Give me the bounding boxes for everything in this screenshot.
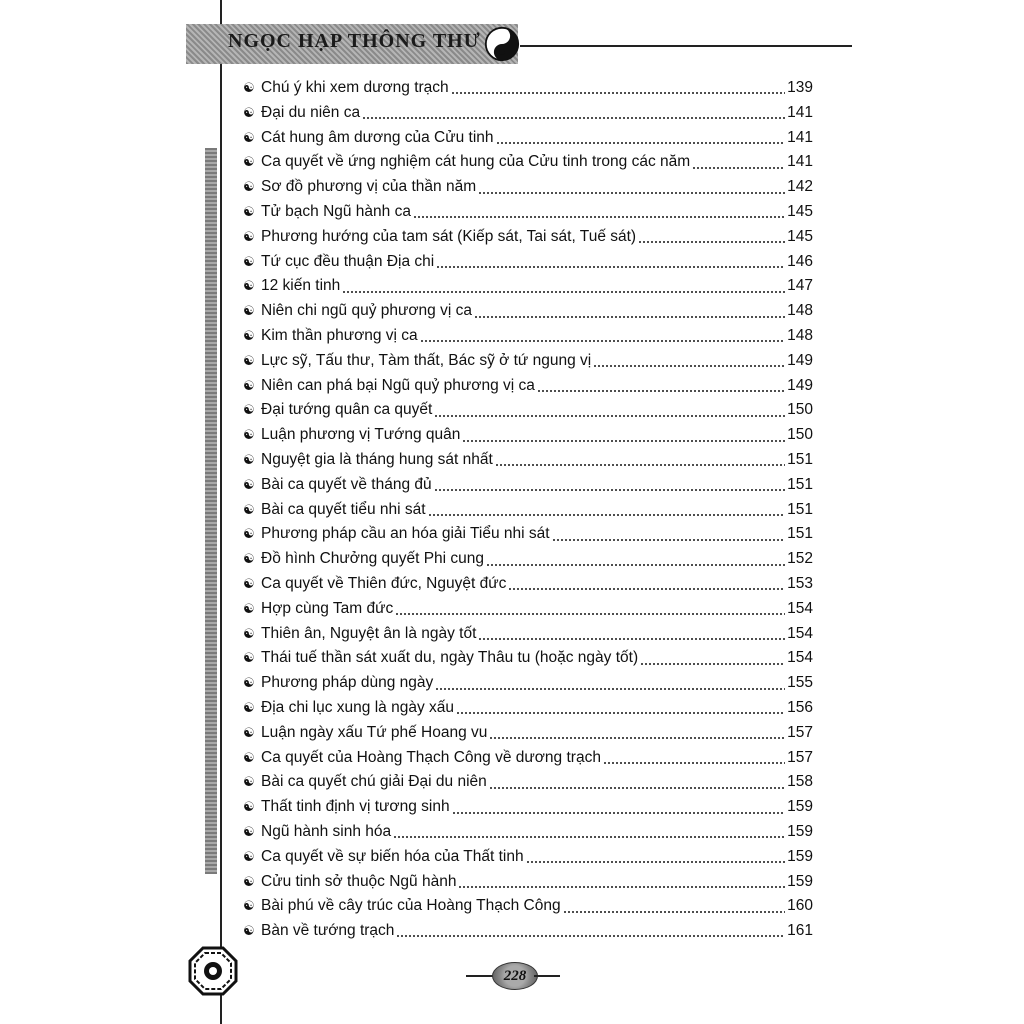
toc-entry-page: 159 — [787, 822, 813, 840]
toc-entry — [243, 299, 813, 324]
dot-leader — [451, 91, 785, 95]
toc-entry-title: Bài phú về cây trúc của Hoàng Thạch Công — [261, 897, 561, 915]
toc-entry — [243, 820, 813, 845]
yin-yang-icon: ☯ — [243, 377, 255, 393]
toc-entry — [243, 795, 813, 820]
toc-entry-page: 155 — [787, 674, 813, 692]
toc-entry — [243, 894, 813, 919]
toc-entry-page: 148 — [787, 326, 813, 344]
margin-vertical-rule — [220, 0, 222, 1024]
toc-entry-page: 151 — [787, 450, 813, 468]
footer-rule-right — [534, 975, 560, 977]
toc-entry-page: 151 — [787, 525, 813, 543]
toc-entry — [243, 200, 813, 225]
yin-yang-icon: ☯ — [243, 80, 255, 95]
dot-leader — [434, 414, 785, 418]
dot-leader — [458, 885, 785, 889]
toc-entry-page: 157 — [787, 723, 813, 741]
toc-entry — [243, 721, 813, 746]
toc-entry-title: Đại tướng quân ca quyết — [261, 401, 433, 419]
toc-entry-title: Luận ngày xấu Tứ phế Hoang vu — [261, 723, 488, 741]
dot-leader — [396, 934, 785, 938]
toc-entry-page: 148 — [787, 302, 813, 320]
yin-yang-icon: ☯ — [243, 228, 255, 244]
yin-yang-icon: ☯ — [243, 898, 255, 914]
toc-entry-page: 150 — [787, 426, 813, 444]
toc-entry-page: 159 — [787, 872, 813, 890]
toc-entry-title: Nguyệt gia là tháng hung sát nhất — [261, 450, 493, 468]
toc-entry-title: Ca quyết về ứng nghiệm cát hung của Cửu tinh trong các năm — [261, 153, 691, 171]
toc-entry-title: Niên can phá bại Ngũ quỷ phương vị ca — [261, 376, 535, 394]
dot-leader — [413, 215, 785, 219]
toc-entry-title: Cửu tinh sở thuộc Ngũ hành — [261, 872, 457, 890]
yin-yang-icon: ☯ — [243, 451, 255, 467]
toc-entry — [243, 225, 813, 250]
side-band — [205, 148, 217, 874]
dot-leader — [508, 587, 785, 591]
yin-yang-icon: ☯ — [243, 327, 255, 343]
yin-yang-icon: ☯ — [243, 501, 255, 517]
toc-entry — [243, 547, 813, 572]
dot-leader — [462, 439, 785, 443]
yin-yang-icon: ☯ — [243, 154, 255, 170]
book-title: NGỌC HẠP THÔNG THƯ — [228, 30, 481, 52]
yin-yang-icon: ☯ — [243, 476, 255, 492]
toc-entry-title: Cát hung âm dương của Cửu tinh — [261, 128, 494, 146]
toc-entry-page: 149 — [787, 351, 813, 369]
dot-leader — [496, 141, 785, 145]
header-rule — [520, 45, 852, 47]
toc-entry-title: 12 kiến tinh — [261, 277, 341, 295]
toc-entry-title: Thất tinh định vị tương sinh — [261, 798, 450, 816]
toc-entry-title: Lực sỹ, Tấu thư, Tàm thất, Bác sỹ ở tứ ngung vị — [261, 351, 592, 369]
toc-entry-page: 156 — [787, 698, 813, 716]
toc-entry-page: 147 — [787, 277, 813, 295]
yin-yang-icon: ☯ — [243, 650, 255, 666]
dot-leader — [486, 563, 785, 567]
yin-yang-icon: ☯ — [243, 600, 255, 616]
toc-entry-title: Ngũ hành sinh hóa — [261, 822, 392, 840]
toc-entry-title: Phương pháp dùng ngày — [261, 674, 434, 692]
dot-leader — [489, 786, 785, 790]
yin-yang-icon: ☯ — [243, 848, 255, 864]
toc-entry-title: Bài ca quyết tiểu nhi sát — [261, 500, 426, 518]
dot-leader — [478, 637, 785, 641]
toc-entry-title: Sơ đồ phương vị của thần năm — [261, 178, 477, 196]
toc-entry-title: Bài ca quyết chú giải Đại du niên — [261, 773, 487, 791]
dot-leader — [537, 389, 785, 393]
dot-leader — [393, 835, 785, 839]
yin-yang-icon: ☯ — [243, 923, 255, 939]
toc-entry-page: 141 — [787, 153, 813, 171]
toc-entry-title: Bàn về tướng trạch — [261, 922, 395, 940]
toc-entry-page: 145 — [787, 227, 813, 245]
toc-entry-page: 150 — [787, 401, 813, 419]
toc-entry — [243, 101, 813, 126]
toc-entry-page: 142 — [787, 178, 813, 196]
yin-yang-icon: ☯ — [243, 699, 255, 715]
toc-entry-page: 161 — [787, 922, 813, 940]
toc-entry — [243, 274, 813, 299]
dot-leader — [692, 166, 785, 170]
dot-leader — [563, 910, 785, 914]
yin-yang-icon: ☯ — [243, 873, 255, 889]
toc-entry — [243, 870, 813, 895]
yin-yang-icon: ☯ — [243, 179, 255, 195]
dot-leader — [552, 538, 785, 542]
toc-entry-title: Hợp cùng Tam đức — [261, 599, 394, 617]
toc-entry-page: 145 — [787, 202, 813, 220]
toc-entry — [243, 374, 813, 399]
dot-leader — [593, 364, 785, 368]
toc-entry — [243, 746, 813, 771]
yin-yang-icon: ☯ — [243, 625, 255, 641]
toc-entry — [243, 175, 813, 200]
toc-entry — [243, 349, 813, 374]
dot-leader — [640, 662, 785, 666]
toc-entry — [243, 423, 813, 448]
yin-yang-icon: ☯ — [243, 675, 255, 691]
yin-yang-icon: ☯ — [243, 575, 255, 591]
toc-entry-title: Phương pháp cầu an hóa giải Tiểu nhi sát — [261, 525, 550, 543]
page-number-badge — [492, 962, 538, 990]
dot-leader — [436, 265, 785, 269]
dot-leader — [603, 761, 785, 765]
dot-leader — [452, 811, 785, 815]
toc-entry — [243, 522, 813, 547]
yin-yang-icon: ☯ — [243, 203, 255, 219]
yin-yang-icon: ☯ — [243, 774, 255, 790]
dot-leader — [456, 711, 785, 715]
toc-entry-page: 159 — [787, 798, 813, 816]
toc-entry-page: 139 — [787, 79, 813, 96]
toc-entry-page: 149 — [787, 376, 813, 394]
toc-entry-title: Tứ cục đều thuận Địa chi — [261, 252, 435, 270]
toc-entry — [243, 770, 813, 795]
toc-entry — [243, 398, 813, 423]
dot-leader — [420, 339, 785, 343]
yin-yang-icon: ☯ — [243, 551, 255, 567]
toc-entry-page: 158 — [787, 773, 813, 791]
toc-entry — [243, 622, 813, 647]
toc-entry-title: Niên chi ngũ quỷ phương vị ca — [261, 302, 472, 320]
dot-leader — [489, 736, 785, 740]
dot-leader — [526, 860, 785, 864]
yin-yang-icon: ☯ — [243, 749, 255, 765]
yin-yang-icon: ☯ — [243, 104, 255, 120]
toc-entry — [243, 646, 813, 671]
toc-entry — [243, 671, 813, 696]
toc-entry-page: 152 — [787, 550, 813, 568]
toc-entry-page: 154 — [787, 649, 813, 667]
toc-entry-title: Địa chi lục xung là ngày xấu — [261, 698, 455, 716]
page-number: 228 — [503, 968, 527, 984]
yin-yang-icon: ☯ — [243, 823, 255, 839]
toc-entry-title: Tử bạch Ngũ hành ca — [261, 202, 411, 220]
yin-yang-icon: ☯ — [243, 278, 255, 294]
dot-leader — [638, 240, 785, 244]
toc-entry-page: 157 — [787, 748, 813, 766]
toc-entry-title: Kim thần phương vị ca — [261, 326, 418, 344]
dot-leader — [342, 290, 785, 294]
dot-leader — [434, 488, 785, 492]
toc-entry — [243, 919, 813, 944]
yin-yang-icon: ☯ — [243, 427, 255, 443]
toc-entry — [243, 150, 813, 175]
yin-yang-icon: ☯ — [243, 799, 255, 815]
dot-leader — [495, 463, 785, 467]
toc-entry-page: 141 — [787, 103, 813, 121]
toc-entry-title: Ca quyết về sự biến hóa của Thất tinh — [261, 847, 524, 865]
dot-leader — [362, 116, 785, 120]
yin-yang-icon: ☯ — [243, 352, 255, 368]
footer-rule-left — [466, 975, 494, 977]
yin-yang-icon: ☯ — [243, 402, 255, 418]
toc-entry — [243, 76, 813, 101]
yin-yang-icon: ☯ — [243, 253, 255, 269]
toc-entry-title: Bài ca quyết về tháng đủ — [261, 475, 432, 493]
toc-entry-title: Ca quyết của Hoàng Thạch Công về dương trạch — [261, 748, 601, 766]
toc-entry-title: Luận phương vị Tướng quân — [261, 426, 461, 444]
toc-entry — [243, 845, 813, 870]
toc-entry-page: 154 — [787, 624, 813, 642]
yin-yang-icon: ☯ — [243, 526, 255, 542]
toc-entry-title: Phương hướng của tam sát (Kiếp sát, Tai sát, Tuế sát) — [261, 227, 637, 245]
toc-entry — [243, 696, 813, 721]
toc-entry-page: 151 — [787, 475, 813, 493]
toc-entry — [243, 473, 813, 498]
toc-entry — [243, 572, 813, 597]
table-of-contents — [243, 76, 813, 944]
toc-entry-page: 141 — [787, 128, 813, 146]
toc-entry-title: Ca quyết về Thiên đức, Nguyệt đức — [261, 574, 507, 592]
toc-entry — [243, 498, 813, 523]
yin-yang-icon: ☯ — [243, 724, 255, 740]
toc-entry-title: Thiên ân, Nguyệt ân là ngày tốt — [261, 624, 477, 642]
toc-entry-page: 146 — [787, 252, 813, 270]
dot-leader — [474, 315, 785, 319]
dot-leader — [395, 612, 785, 616]
toc-entry-title: Thái tuế thần sát xuất du, ngày Thâu tu (hoặc ngày tốt) — [261, 649, 639, 667]
toc-entry-page: 153 — [787, 574, 813, 592]
toc-entry — [243, 250, 813, 275]
yin-yang-icon: ☯ — [243, 303, 255, 319]
yin-yang-icon — [484, 26, 520, 62]
toc-entry — [243, 126, 813, 151]
dot-leader — [435, 687, 785, 691]
toc-entry-page: 159 — [787, 847, 813, 865]
toc-entry-title: Đồ hình Chưởng quyết Phi cung — [261, 550, 485, 568]
toc-entry — [243, 324, 813, 349]
toc-entry — [243, 597, 813, 622]
dot-leader — [478, 191, 785, 195]
toc-entry-title: Chú ý khi xem dương trạch — [261, 79, 449, 96]
bagua-icon — [188, 946, 238, 996]
toc-entry-page: 154 — [787, 599, 813, 617]
dot-leader — [428, 513, 785, 517]
toc-entry-page: 160 — [787, 897, 813, 915]
toc-entry-title: Đại du niên ca — [261, 103, 361, 121]
toc-entry-page: 151 — [787, 500, 813, 518]
toc-entry — [243, 448, 813, 473]
yin-yang-icon: ☯ — [243, 129, 255, 145]
